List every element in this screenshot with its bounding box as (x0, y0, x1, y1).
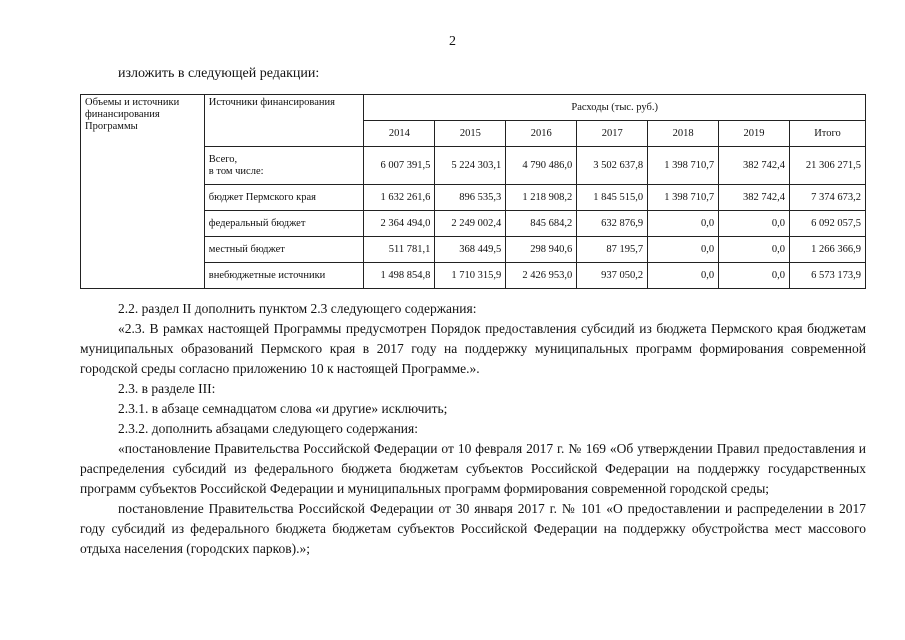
year-header: 2014 (364, 121, 435, 147)
table-cell: 1 498 854,8 (364, 263, 435, 289)
expenses-header: Расходы (тыс. руб.) (364, 95, 866, 121)
table-cell: 1 398 710,7 (648, 185, 719, 211)
table-cell: 511 781,1 (364, 237, 435, 263)
table-cell: 632 876,9 (577, 211, 648, 237)
table-cell: 1 845 515,0 (577, 185, 648, 211)
table-cell: 0,0 (648, 263, 719, 289)
total-header: Итого (790, 121, 866, 147)
paragraph: 2.3.1. в абзаце семнадцатом слова «и другие» исключить; (118, 401, 448, 416)
table-cell: 21 306 271,5 (790, 147, 866, 185)
table-cell: 1 266 366,9 (790, 237, 866, 263)
col-header-sources: Источники финансирования (204, 95, 364, 147)
table-cell: 0,0 (648, 237, 719, 263)
paragraph: 2.3. в разделе III: (118, 381, 216, 396)
table-cell: 1 632 261,6 (364, 185, 435, 211)
paragraph: «2.3. В рамках настоящей Программы предусмотрен Порядок предоставления субсидий из бюджета Пермского края бюджетам муниципальных образований Пермского края в 2017 году на поддержку муниципальных программ формирования современной городской среды согласно приложению 10 к настоящей Программе.». (80, 321, 866, 376)
paragraph: 2.2. раздел II дополнить пунктом 2.3 следующего содержания: (118, 301, 477, 316)
page-number: 2 (449, 34, 456, 49)
paragraph: постановление Правительства Российской Федерации от 30 января 2017 г. № 101 «О предоставлении и распределении в 2017 году субсидий из федерального бюджета бюджетам субъектов Российской Федерации на поддержку обустройства мест массового отдыха населения (городских парков).»; (80, 501, 866, 556)
table-cell: 2 426 953,0 (506, 263, 577, 289)
table-cell: 0,0 (648, 211, 719, 237)
table-cell: 368 449,5 (435, 237, 506, 263)
row-label: Всего, в том числе: (204, 147, 364, 185)
table-cell: 937 050,2 (577, 263, 648, 289)
row-label: федеральный бюджет (204, 211, 364, 237)
table-cell: 7 374 673,2 (790, 185, 866, 211)
body-text (80, 299, 866, 559)
table-cell: 87 195,7 (577, 237, 648, 263)
table-cell: 3 502 637,8 (577, 147, 648, 185)
financing-table (80, 94, 866, 289)
year-header: 2016 (506, 121, 577, 147)
table-cell: 2 364 494,0 (364, 211, 435, 237)
row-label: внебюджетные источники (204, 263, 364, 289)
paragraph: «постановление Правительства Российской Федерации от 10 февраля 2017 г. № 169 «Об утверждении Правил предоставления и распределения субсидий из федерального бюджета бюджетам субъектов Российской Федерации на поддержку государственных программ субъектов Российской Федерации и муниципальных программ формирования современной городской среды; (80, 441, 866, 496)
intro-text: изложить в следующей редакции: (118, 66, 320, 81)
table-cell: 0,0 (719, 211, 790, 237)
table-cell: 5 224 303,1 (435, 147, 506, 185)
table-cell: 6 007 391,5 (364, 147, 435, 185)
table-cell: 2 249 002,4 (435, 211, 506, 237)
table-cell: 1 710 315,9 (435, 263, 506, 289)
row-label: бюджет Пермского края (204, 185, 364, 211)
table-cell: 382 742,4 (719, 185, 790, 211)
table-cell: 4 790 486,0 (506, 147, 577, 185)
col-header-programme: Объемы и источники финансирования Программы (81, 95, 205, 289)
paragraph: 2.3.2. дополнить абзацами следующего содержания: (118, 421, 418, 436)
table-cell: 6 573 173,9 (790, 263, 866, 289)
year-header: 2018 (648, 121, 719, 147)
row-label: местный бюджет (204, 237, 364, 263)
table-cell: 6 092 057,5 (790, 211, 866, 237)
table-cell: 1 218 908,2 (506, 185, 577, 211)
table-cell: 0,0 (719, 237, 790, 263)
table-cell: 896 535,3 (435, 185, 506, 211)
year-header: 2017 (577, 121, 648, 147)
table-cell: 845 684,2 (506, 211, 577, 237)
table-cell: 382 742,4 (719, 147, 790, 185)
table-cell: 1 398 710,7 (648, 147, 719, 185)
year-header: 2015 (435, 121, 506, 147)
table-cell: 0,0 (719, 263, 790, 289)
table-cell: 298 940,6 (506, 237, 577, 263)
year-header: 2019 (719, 121, 790, 147)
